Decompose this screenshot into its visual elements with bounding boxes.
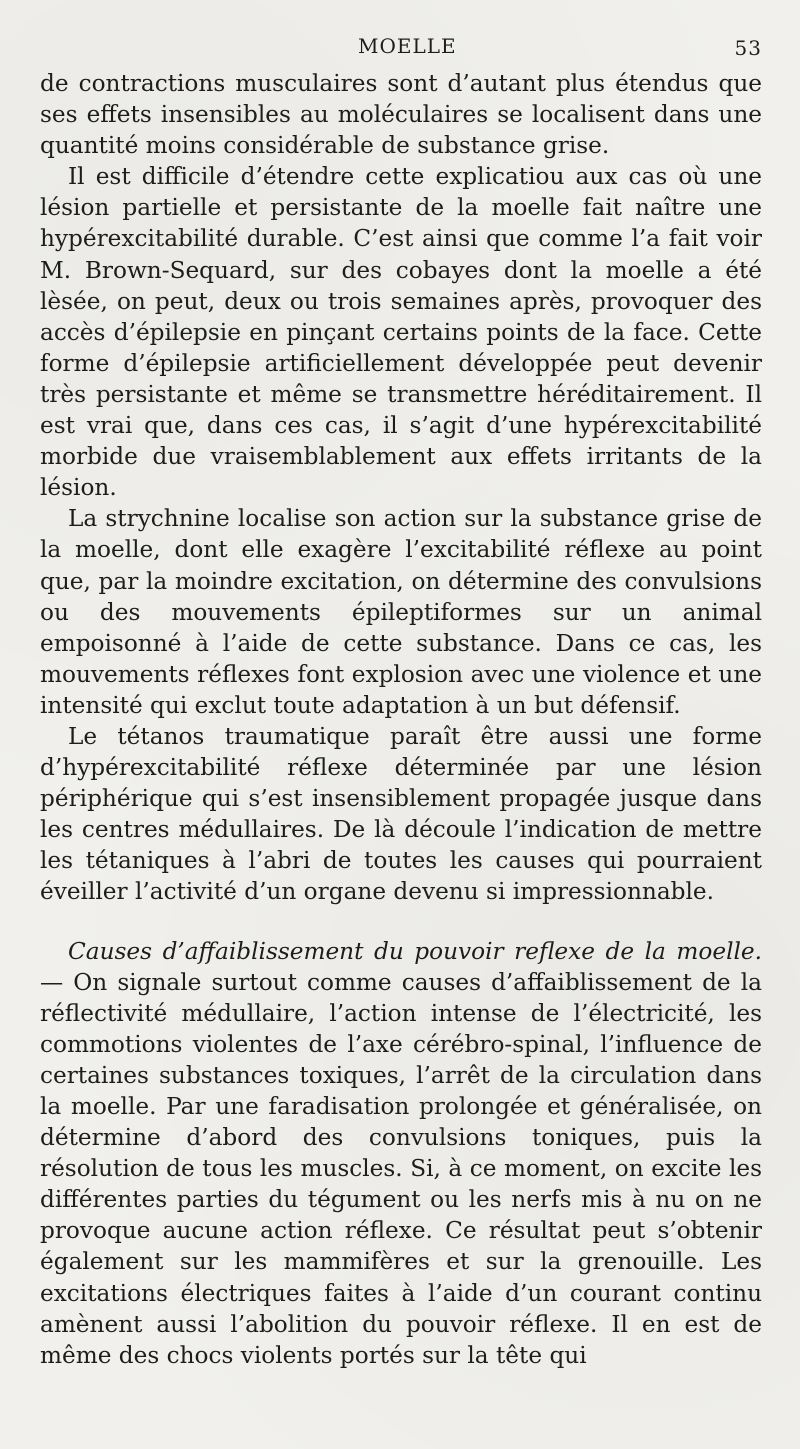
running-head	[40, 34, 762, 68]
section-paragraph	[40, 936, 762, 1371]
section-gap	[40, 908, 762, 936]
section-text: — On signale surtout comme causes d’affaiblissement de la réflectivité médullaire, l’action intense de l’électricité, les commotions violentes de l’axe cérébro-spinal, l’influence de certaines substances toxiques, l’arrêt de la circulation dans la moelle. Par une faradisation prolongée et généralisée, on détermine d’abord des convulsions toniques, puis la résolution de tous les muscles. Si, à ce moment, on excite les différentes parties du tégument ou les nerfs mis à nu on ne provoque aucune action réflexe. Ce résultat peut s’obtenir également sur les mammifères et sur la grenouille. Les excitations électriques faites à l’aide d’un courant continu amènent aussi l’abolition du pouvoir réflexe. Il en est de même des chocs violents portés sur la tête qui	[40, 968, 762, 1369]
paragraph-tetanus: Le tétanos traumatique paraît être aussi une forme d’hypérexcitabilité réflexe déterminée par une lésion périphérique qui s’est insensiblement propagée jusque dans les centres médullaires. De là découle l’indication de mettre les tétaniques à l’abri de toutes les causes qui pourraient éveiller l’activité d’un organe devenu si impressionnable.	[40, 722, 762, 906]
page-number: 53	[734, 36, 762, 60]
body-text	[40, 68, 762, 1371]
paragraph-continuation: de contractions musculaires sont d’autant plus étendus que ses effets insensibles au moléculaires se localisent dans une quantité moins considérable de substance grise.	[40, 70, 762, 160]
section-heading: Causes d’affaiblissement du pouvoir reflexe de la moelle.	[68, 937, 762, 965]
paragraph-lesion-hyperexcitability: Il est difficile d’étendre cette explicatiou aux cas où une lésion partielle et persistante de la moelle fait naître une hypérexcitabilité durable. C’est ainsi que comme l’a fait voir M. Brown-Sequard, sur des cobayes dont la moelle a été lèsée, on peut, deux ou trois semaines après, provoquer des accès d’épilepsie en pinçant certains points de la face. Cette forme d’épilepsie artificiellement développée peut devenir très persistante et même se transmettre héréditairement. Il est vrai que, dans ces cas, il s’agit d’une hypérexcitabilité morbide due vraisemblablement aux effets irritants de la lésion.	[40, 163, 762, 502]
paragraph-strychnine: La strychnine localise son action sur la substance grise de la moelle, dont elle exagère l’excitabilité réflexe au point que, par la moindre excitation, on détermine des convulsions ou des mouvements épileptiformes sur un animal empoisonné à l’aide de cette substance. Dans ce cas, les mouvements réflexes font explosion avec une violence et une intensité qui exclut toute adaptation à un but défensif.	[40, 505, 762, 719]
running-title: MOELLE	[358, 34, 457, 58]
